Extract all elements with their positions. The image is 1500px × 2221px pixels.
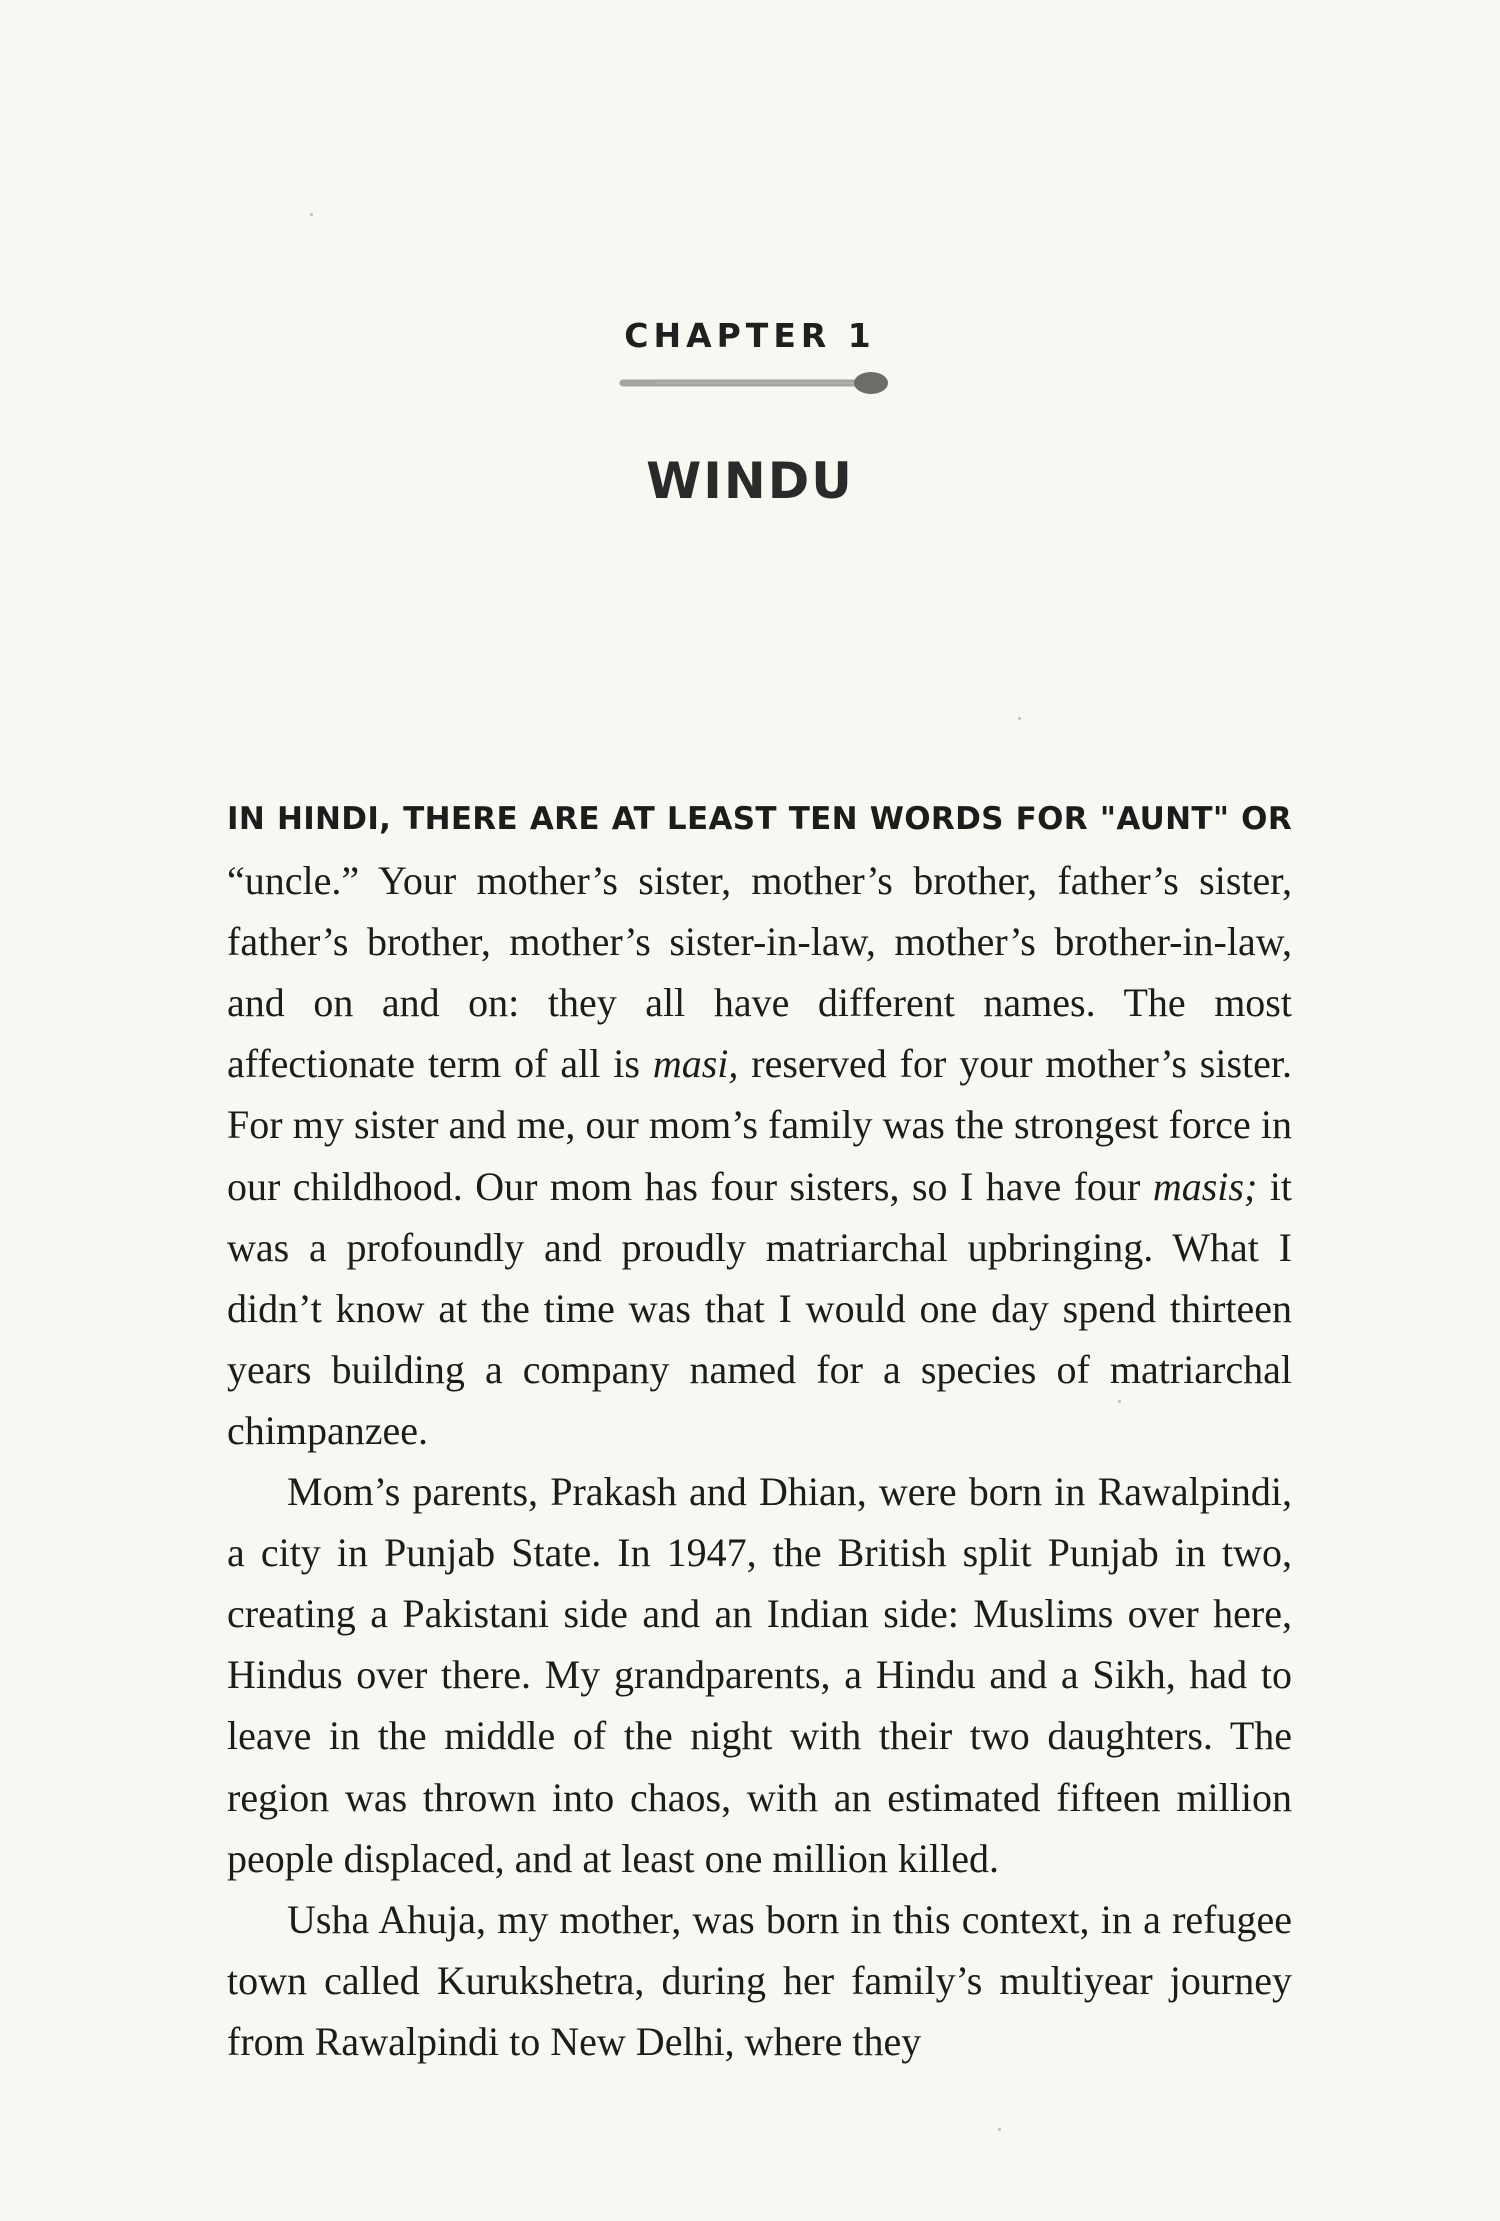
paper-speck <box>1118 1400 1121 1403</box>
lead-in-caps: IN HINDI, THERE ARE AT LEAST TEN WORDS FOR "AUNT" OR <box>227 801 1292 837</box>
matchstick-rule-icon <box>615 368 890 398</box>
paper-speck <box>1018 717 1021 720</box>
paper-speck <box>310 213 313 216</box>
paragraph-1-text-b: reserved for your mother’s sister. For my sister and me, our mom’s family was the strongest force in our childhood. Our mom has four sisters, so I have four <box>227 1041 1293 1209</box>
chapter-body <box>227 785 1292 2072</box>
paragraph-2: Mom’s parents, Prakash and Dhian, were born in Rawalpindi, a city in Punjab State. In 1947, the British split Punjab in two, creating a Pakistani side and an Indian side: Muslims over here, Hindus over there. My grandparents, a Hindu and a Sikh, had to leave in the middle of the night with their two daughters. The region was thrown into chaos, with an estimated fifteen million people displaced, and at least one million killed. <box>227 1469 1292 1881</box>
term-masi: masi, <box>652 1041 739 1087</box>
paragraph-1-text-a: “uncle.” Your mother’s sister, mother’s brother, father’s sister, father’s brother, mother’s sister-in-law, mother’s brother-in-law, and on and on: they all have different names. The most affectionate term of all is <box>227 858 1292 1087</box>
paragraph-3: Usha Ahuja, my mother, was born in this context, in a refugee town called Kurukshetra, during her family’s multiyear journey from Rawalpindi to New Delhi, where they <box>227 1896 1292 2064</box>
chapter-title: WINDU <box>646 452 854 510</box>
paper-speck <box>998 2128 1001 2131</box>
paragraph-1 <box>227 785 1292 1461</box>
chapter-number: CHAPTER 1 <box>624 316 876 355</box>
paragraph-1-text-c: it was a profoundly and proudly matriarchal upbringing. What I didn’t know at the time was that I would one day spend thirteen years building a company named for a species of matriarchal chimpanzee. <box>227 1163 1292 1453</box>
term-masis: masis; <box>1152 1163 1258 1209</box>
